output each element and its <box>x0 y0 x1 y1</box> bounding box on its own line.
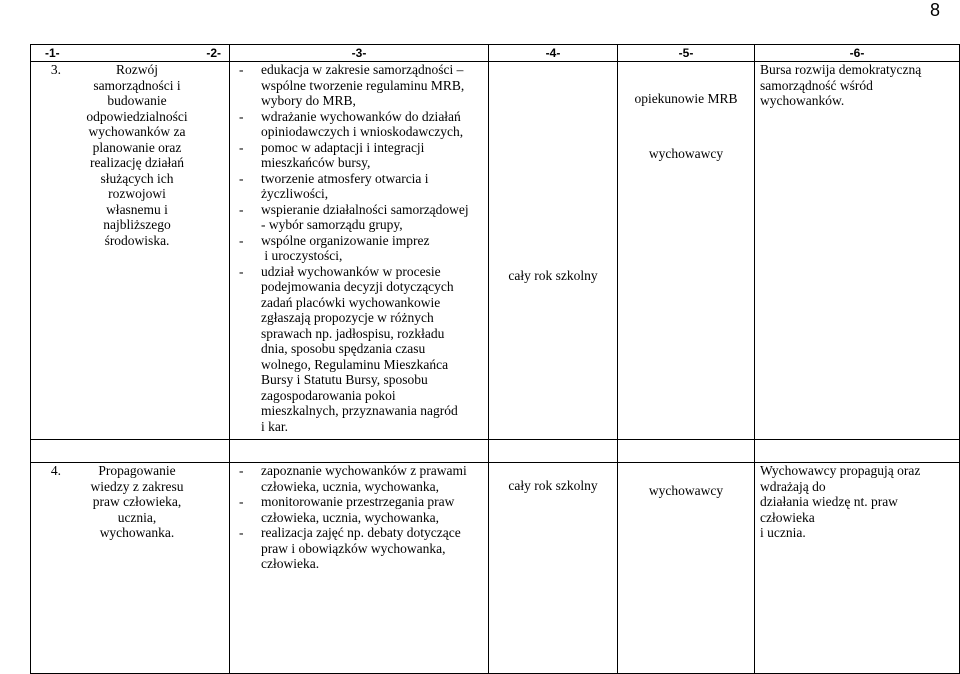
column-header-6: -6- <box>755 45 960 62</box>
task-line: mieszkańców bursy, <box>261 155 371 170</box>
time-text: cały rok szkolny <box>508 268 598 283</box>
column-header-2: -2- <box>206 46 221 60</box>
tasks-cell <box>230 62 489 440</box>
task-line: wybory do MRB, <box>261 93 356 108</box>
task-line: tworzenie atmosfery otwarcia i <box>261 170 429 186</box>
effects-line: i ucznia. <box>760 525 806 540</box>
task-line: i kar. <box>261 418 288 434</box>
task-line: pomoc w adaptacji i integracji <box>261 139 425 155</box>
responsible-text: wychowawcy <box>648 145 724 161</box>
area-line: własnemu i <box>106 201 168 217</box>
task-item <box>236 233 484 264</box>
row-number: 4. <box>50 463 61 478</box>
spacer-cell <box>230 440 489 463</box>
task-item <box>236 494 484 525</box>
task-item <box>236 264 484 435</box>
time-text: cały rok szkolny <box>508 478 598 493</box>
task-line: sprawach np. jadłospisu, rozkładu <box>261 325 445 341</box>
column-number-header <box>31 45 960 62</box>
educational-plan-table <box>30 44 960 674</box>
column-header-5: -5- <box>618 45 755 62</box>
area-line: wychowanka. <box>99 525 175 540</box>
column-header <box>31 45 230 62</box>
task-dash: - <box>239 494 244 509</box>
spacer-cell <box>31 440 230 463</box>
area-line: planowanie oraz <box>92 139 182 155</box>
task-dash: - <box>239 62 244 77</box>
area-line: realizację działań <box>89 155 185 170</box>
spacer-cell <box>489 440 618 463</box>
responsible-cell <box>618 463 755 674</box>
area-text <box>65 62 223 248</box>
task-item <box>236 463 484 494</box>
tasks-cell <box>230 463 489 674</box>
task-line: podejmowania decyzji dotyczących <box>261 279 454 294</box>
row-number: 3. <box>50 62 61 77</box>
task-line: zapoznanie wychowanków z prawami <box>261 463 467 478</box>
effects-line: samorządność wśród wychowanków. <box>760 77 873 108</box>
area-cell <box>31 463 230 674</box>
responsible-cell <box>618 62 755 440</box>
table-row <box>31 62 960 440</box>
task-line: praw i obowiązków wychowanka, <box>261 540 446 556</box>
task-line: opiniodawczych i wnioskodawczych, <box>261 124 464 139</box>
task-dash: - <box>239 108 244 124</box>
area-line: odpowiedzialności <box>86 108 188 124</box>
table-row <box>31 463 960 674</box>
task-line: wspólne tworzenie regulaminu MRB, <box>261 77 465 93</box>
task-dash: - <box>239 201 244 217</box>
time-cell <box>489 62 618 440</box>
spacer-cell <box>755 440 960 463</box>
spacer-cell <box>618 440 755 463</box>
task-line: człowieka, ucznia, wychowanka, <box>261 509 440 525</box>
table-row-spacer <box>31 440 960 463</box>
task-line: zadań placówki wychowankowie <box>261 294 441 310</box>
task-line: edukacja w zakresie samorządności – <box>261 62 464 77</box>
task-line: wspieranie działalności samorządowej <box>261 201 469 217</box>
task-item <box>236 62 484 109</box>
task-line: zgłaszają propozycje w różnych <box>261 310 434 325</box>
task-item <box>236 202 484 233</box>
task-line: życzliwości, <box>261 186 329 201</box>
area-line: Propagowanie <box>98 463 176 478</box>
task-line: człowieka. <box>261 556 320 571</box>
task-line: realizacja zajęć np. debaty dotyczące <box>261 525 461 540</box>
task-line: - wybór samorządu grupy, <box>261 217 403 232</box>
effects-line: Bursa rozwija demokratyczną <box>760 62 922 77</box>
responsible-text: opiekunowie MRB <box>634 91 738 106</box>
column-header-3: -3- <box>230 45 489 62</box>
area-line: Rozwój <box>116 62 158 77</box>
task-list <box>236 463 484 572</box>
area-line: wychowanków za <box>88 124 186 139</box>
task-line: wdrażanie wychowanków do działań <box>261 108 461 124</box>
area-cell <box>31 62 230 440</box>
task-line: monitorowanie przestrzegania praw <box>261 494 455 509</box>
column-header-4: -4- <box>489 45 618 62</box>
task-dash: - <box>239 170 244 186</box>
task-line: wolnego, Regulaminu Mieszkańca <box>261 356 449 372</box>
effects-cell <box>755 463 960 674</box>
task-line: i uroczystości, <box>261 248 343 263</box>
column-header-1: -1- <box>45 46 60 60</box>
task-item <box>236 140 484 171</box>
effects-cell <box>755 62 960 440</box>
task-dash: - <box>239 263 244 279</box>
area-line: służących ich <box>100 170 174 186</box>
task-dash: - <box>239 139 244 155</box>
task-line: mieszkalnych, przyznawania nagród <box>261 403 458 418</box>
area-line: budowanie <box>107 93 167 108</box>
effects-line: działania wiedzę nt. praw człowieka <box>760 494 898 525</box>
page-number: 8 <box>930 0 941 20</box>
responsible-text: wychowawcy <box>648 483 724 498</box>
task-item <box>236 109 484 140</box>
area-line: praw człowieka, <box>92 494 182 509</box>
task-line: zagospodarowania pokoi <box>261 387 396 403</box>
task-dash: - <box>239 525 244 540</box>
area-line: środowiska. <box>104 232 170 248</box>
task-line: Bursy i Statutu Bursy, sposobu <box>261 372 428 387</box>
area-line: samorządności i <box>93 77 181 93</box>
task-dash: - <box>239 232 244 248</box>
effects-line: Wychowawcy propagują oraz wdrażają do <box>760 463 921 494</box>
task-line: udział wychowanków w procesie <box>261 263 441 279</box>
area-line: rozwojowi <box>108 186 166 201</box>
task-dash: - <box>239 463 244 478</box>
area-line: ucznia, <box>117 509 157 525</box>
area-line: najbliższego <box>103 217 171 232</box>
task-item <box>236 525 484 572</box>
task-line: wspólne organizowanie imprez <box>261 232 430 248</box>
task-item <box>236 171 484 202</box>
area-text <box>65 463 223 541</box>
time-cell <box>489 463 618 674</box>
task-list <box>236 62 484 434</box>
area-line: wiedzy z zakresu <box>90 478 184 494</box>
task-line: człowieka, ucznia, wychowanka, <box>261 478 440 494</box>
task-line: dnia, sposobu spędzania czasu <box>261 341 426 356</box>
